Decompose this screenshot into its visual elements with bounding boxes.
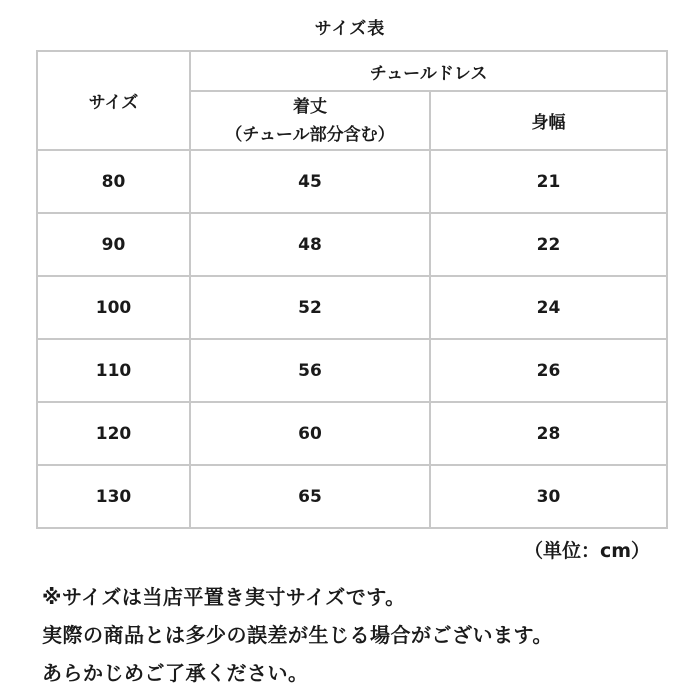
size-cell: 100 xyxy=(37,276,190,339)
length-cell: 65 xyxy=(190,465,430,528)
length-cell: 56 xyxy=(190,339,430,402)
width-cell: 22 xyxy=(430,213,667,276)
length-header-label: 着丈 xyxy=(293,96,327,117)
note-line: 実際の商品とは多少の誤差が生じる場合がございます。 xyxy=(42,623,553,647)
length-cell: 60 xyxy=(190,402,430,465)
length-cell: 45 xyxy=(190,150,430,213)
width-column-header: 身幅 xyxy=(430,91,667,150)
length-cell: 52 xyxy=(190,276,430,339)
size-cell: 130 xyxy=(37,465,190,528)
table-row xyxy=(37,465,667,528)
width-cell: 30 xyxy=(430,465,667,528)
note-line: ※サイズは当店平置き実寸サイズです。 xyxy=(42,585,406,609)
size-cell: 110 xyxy=(37,339,190,402)
width-cell: 24 xyxy=(430,276,667,339)
unit-label: （単位：cm） xyxy=(523,540,650,562)
size-cell: 90 xyxy=(37,213,190,276)
table-row xyxy=(37,276,667,339)
table-row xyxy=(37,339,667,402)
dress-group-header: チュールドレス xyxy=(190,51,667,91)
length-cell: 48 xyxy=(190,213,430,276)
length-column-header xyxy=(190,91,430,150)
width-cell: 21 xyxy=(430,150,667,213)
size-column-header: サイズ xyxy=(37,51,190,150)
note-line: あらかじめご了承ください。 xyxy=(42,661,309,685)
size-table xyxy=(36,50,668,529)
table-row xyxy=(37,150,667,213)
page-title: サイズ表 xyxy=(314,19,386,39)
length-header-note: （チュール部分含む） xyxy=(225,124,395,145)
width-cell: 26 xyxy=(430,339,667,402)
table-row xyxy=(37,402,667,465)
table-row xyxy=(37,213,667,276)
table-header-row xyxy=(37,51,667,91)
size-cell: 80 xyxy=(37,150,190,213)
width-cell: 28 xyxy=(430,402,667,465)
size-cell: 120 xyxy=(37,402,190,465)
